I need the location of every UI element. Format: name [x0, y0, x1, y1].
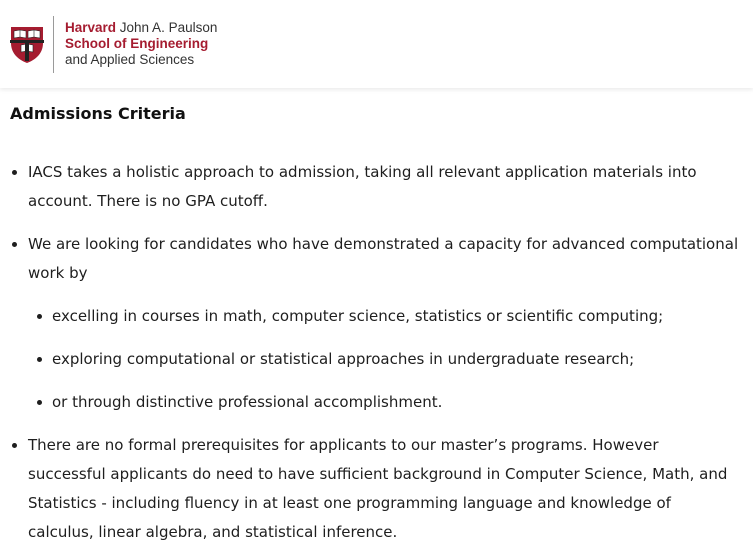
criteria-text: There are no formal prerequisites for applicants to our master’s programs. However successful applicants do need to have sufficient background in Computer Science, Math, and Statistics - including fluency in at least one programming language and knowledge of calculus, linear algebra, and statistical inference.: [28, 436, 728, 541]
logo-divider: [53, 16, 54, 73]
logo-line-3: and Applied Sciences: [65, 52, 195, 67]
harvard-shield-icon[interactable]: [10, 26, 44, 64]
bullet-icon: [12, 443, 17, 448]
logo-line-2: School of Engineering: [65, 36, 209, 51]
bullet-icon: [12, 242, 17, 247]
sublist-text: or through distinctive professional accomplishment.: [52, 393, 443, 411]
sublist-text: exploring computational or statistical approaches in undergraduate research;: [52, 350, 635, 368]
site-header: [0, 0, 753, 88]
bullet-icon: [37, 357, 42, 362]
sublist-item-courses: [10, 302, 740, 331]
criteria-item-holistic: [10, 158, 740, 216]
sublist-item-professional: [10, 388, 740, 417]
admissions-heading: Admissions Criteria: [10, 104, 186, 123]
criteria-item-candidates: [10, 230, 740, 417]
school-logo-text[interactable]: [65, 20, 217, 68]
bullet-icon: [37, 314, 42, 319]
criteria-item-prerequisites: [10, 431, 740, 547]
logo-line-1: [65, 20, 217, 36]
logo-paulson-text: John A. Paulson: [116, 20, 218, 35]
criteria-text: IACS takes a holistic approach to admission, taking all relevant application materials into account. There is no GPA cutoff.: [28, 163, 697, 210]
criteria-list: [10, 158, 740, 547]
criteria-text: We are looking for candidates who have demonstrated a capacity for advanced computational work by: [28, 235, 739, 282]
logo-harvard-word: Harvard: [65, 20, 117, 35]
bullet-icon: [12, 170, 17, 175]
sublist-text: excelling in courses in math, computer science, statistics or scientific computing;: [52, 307, 664, 325]
sublist-item-research: [10, 345, 740, 374]
admissions-content: [10, 100, 740, 547]
bullet-icon: [37, 400, 42, 405]
capacity-sublist: [10, 302, 740, 417]
